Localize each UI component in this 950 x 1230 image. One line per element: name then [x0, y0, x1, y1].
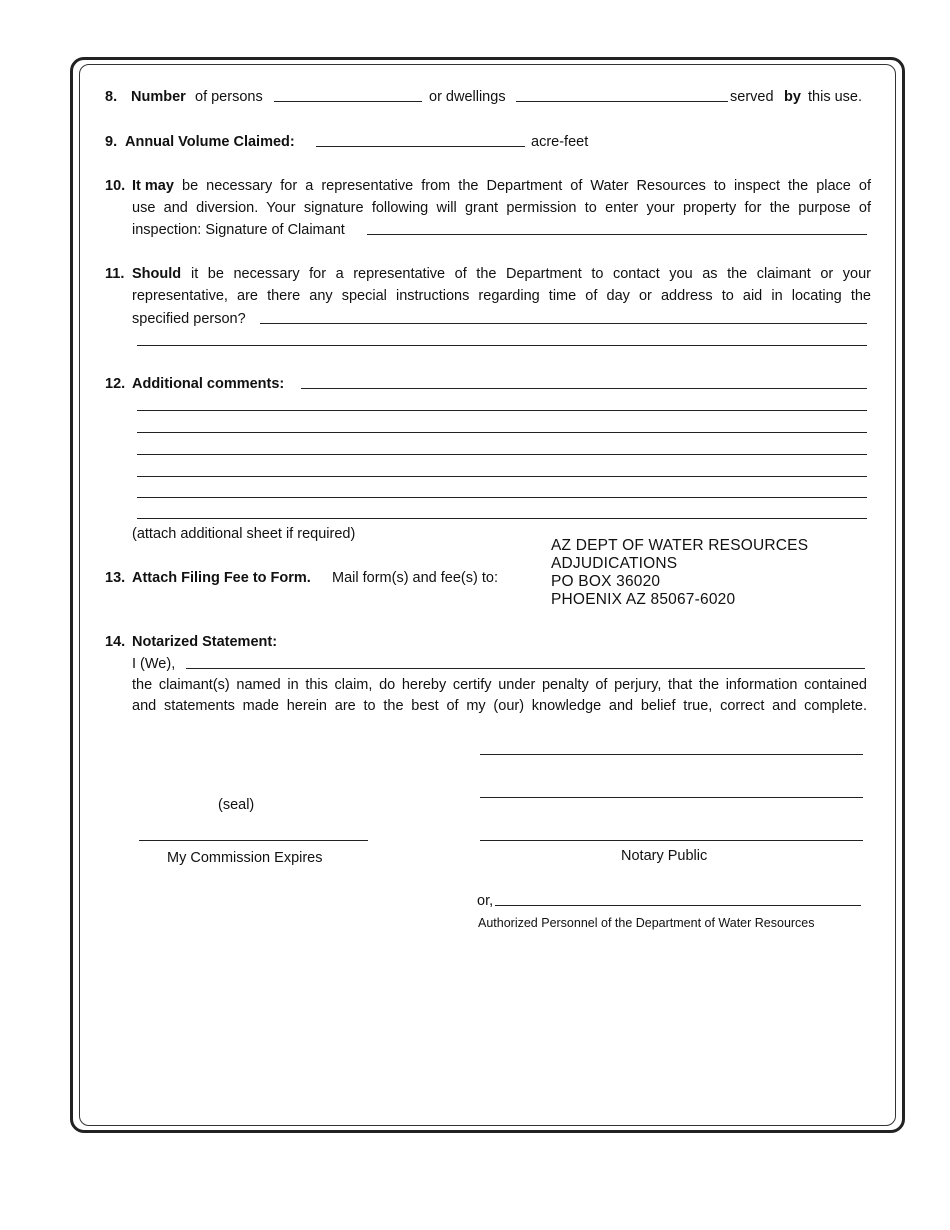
- comments-field-1[interactable]: [301, 388, 867, 389]
- item-10-number: 10.: [105, 178, 126, 194]
- item-10-line-1: be necessary for a representative from the Department of Water Resources to inspect the place of: [182, 178, 871, 194]
- authorized-personnel-label: Authorized Personnel of the Department of Water Resources: [478, 916, 815, 930]
- address-line-1: AZ DEPT OF WATER RESOURCES: [551, 537, 809, 554]
- item-12-note: (attach additional sheet if required): [132, 526, 356, 542]
- item-8-text-end: this use.: [808, 89, 862, 105]
- claimant-names-field[interactable]: [186, 668, 865, 669]
- notary-signature-line-1[interactable]: [480, 754, 863, 755]
- address-line-2: ADJUDICATIONS: [551, 555, 678, 572]
- address-line-4: PHOENIX AZ 85067-6020: [551, 591, 736, 608]
- item-9-label: Annual Volume Claimed:: [125, 134, 295, 150]
- comments-field-4[interactable]: [137, 454, 867, 455]
- item-8-text-dwellings: or dwellings: [429, 89, 506, 105]
- commission-expires-label: My Commission Expires: [167, 850, 323, 866]
- notary-public-field[interactable]: [480, 840, 863, 841]
- commission-expires-field[interactable]: [139, 840, 368, 841]
- persons-field[interactable]: [274, 101, 422, 102]
- item-12-label: Additional comments:: [132, 376, 285, 392]
- item-11-bold: Should: [132, 266, 182, 282]
- comments-field-6[interactable]: [137, 497, 867, 498]
- notary-public-label: Notary Public: [621, 848, 708, 864]
- item-13-text: Mail form(s) and fee(s) to:: [332, 570, 498, 586]
- authorized-personnel-field[interactable]: [495, 905, 861, 906]
- claimant-signature-field[interactable]: [367, 234, 867, 235]
- item-14-line-1: the claimant(s) named in this claim, do hereby certify under penalty of perjury, that the information contained: [132, 677, 867, 693]
- or-label: or,: [477, 893, 494, 909]
- notary-signature-line-2[interactable]: [480, 797, 863, 798]
- special-instructions-field-2[interactable]: [137, 345, 867, 346]
- address-line-3: PO BOX 36020: [551, 573, 661, 590]
- seal-label: (seal): [218, 797, 255, 813]
- item-8-text-served: served: [730, 89, 774, 105]
- comments-field-3[interactable]: [137, 432, 867, 433]
- comments-field-7[interactable]: [137, 518, 867, 519]
- item-10-bold: It may: [132, 178, 174, 194]
- item-13-number: 13.: [105, 570, 126, 586]
- comments-field-2[interactable]: [137, 410, 867, 411]
- annual-volume-field[interactable]: [316, 146, 525, 147]
- item-10-line-2: use and diversion. Your signature following will grant permission to enter your property for the purpose of: [132, 200, 871, 216]
- item-14-we: I (We),: [132, 656, 176, 672]
- dwellings-field[interactable]: [516, 101, 728, 102]
- item-13-bold: Attach Filing Fee to Form.: [132, 570, 311, 586]
- item-14-label: Notarized Statement:: [132, 634, 278, 650]
- item-11-line-3: specified person?: [132, 311, 246, 327]
- item-8-text-persons: of persons: [195, 89, 263, 105]
- item-12-number: 12.: [105, 376, 126, 392]
- item-8-bold-by: by: [784, 89, 801, 105]
- comments-field-5[interactable]: [137, 476, 867, 477]
- item-8-number: 8.: [105, 89, 118, 105]
- item-11-line-2: representative, are there any special instructions regarding time of day or address to aid in locating the: [132, 288, 871, 304]
- item-14-number: 14.: [105, 634, 126, 650]
- item-9-number: 9.: [105, 134, 118, 150]
- item-14-line-2: and statements made herein are to the best of my (our) knowledge and belief true, correct and complete.: [132, 698, 867, 714]
- item-10-line-3: inspection: Signature of Claimant: [132, 222, 345, 238]
- special-instructions-field[interactable]: [260, 323, 867, 324]
- item-11-number: 11.: [105, 266, 125, 282]
- item-11-line-1: it be necessary for a representative of the Department to contact you as the claimant or your: [191, 266, 871, 282]
- item-8-bold: Number: [131, 89, 186, 105]
- item-9-unit: acre-feet: [531, 134, 589, 150]
